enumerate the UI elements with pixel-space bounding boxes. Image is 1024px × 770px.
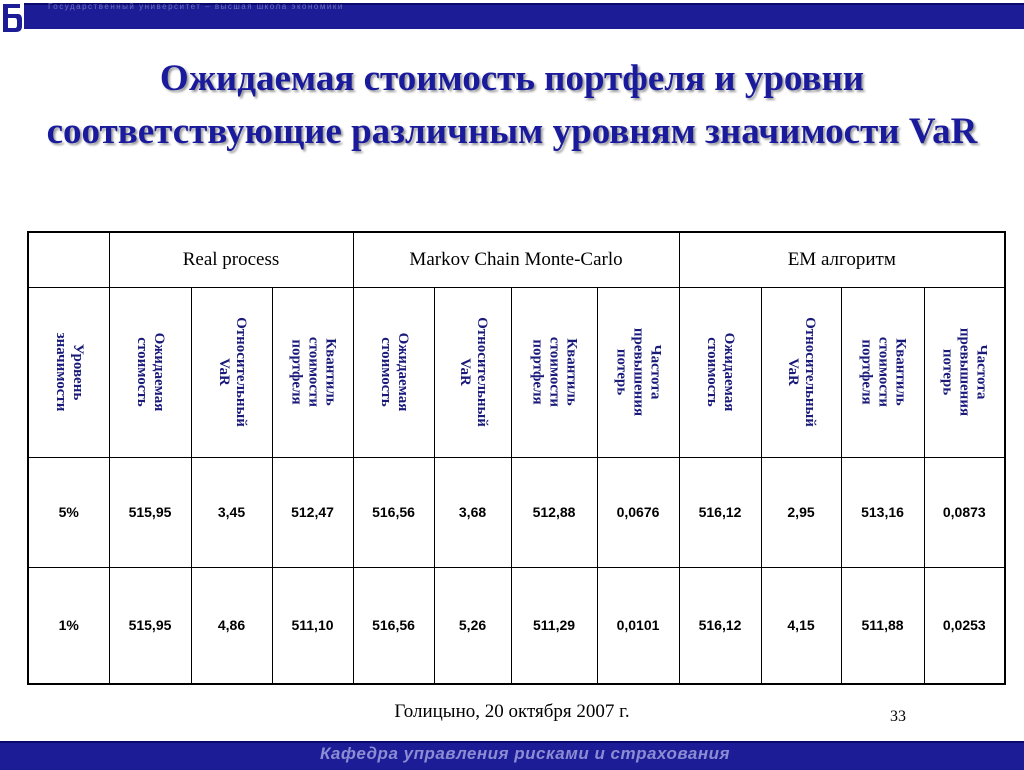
table-cell: 5,26 bbox=[434, 567, 511, 684]
column-header-cell bbox=[511, 287, 597, 457]
group-header: EM алгоритм bbox=[679, 232, 1005, 287]
empty-corner-cell bbox=[28, 232, 109, 287]
column-header-cell bbox=[272, 287, 353, 457]
column-header: Ожидаемая стоимость bbox=[704, 332, 738, 412]
column-header: Квантиль стоимости портфеля bbox=[288, 336, 338, 408]
table-cell: 516,12 bbox=[679, 567, 761, 684]
table-cell: 3,45 bbox=[191, 457, 272, 567]
table-cell: 511,10 bbox=[272, 567, 353, 684]
table-cell: 511,88 bbox=[841, 567, 924, 684]
place-date-text: Голицыно, 20 октября 2007 г. bbox=[394, 701, 630, 722]
table-row bbox=[28, 457, 1005, 567]
column-header-cell bbox=[761, 287, 841, 457]
table-cell: 515,95 bbox=[109, 567, 191, 684]
table-cell: 3,68 bbox=[434, 457, 511, 567]
university-text: Государственный университет – высшая школа экономики bbox=[48, 2, 344, 11]
table-cell: 516,56 bbox=[353, 457, 434, 567]
page-number: 33 bbox=[890, 708, 906, 725]
column-header-row bbox=[28, 287, 1005, 457]
table-cell: 0,0676 bbox=[597, 457, 679, 567]
table-cell: 516,12 bbox=[679, 457, 761, 567]
column-header-cell bbox=[434, 287, 511, 457]
table-cell: 512,47 bbox=[272, 457, 353, 567]
slide-title: Ожидаемая стоимость портфеля и уровни соответствующие различным уровням значимости VaR bbox=[46, 58, 978, 152]
group-header-row bbox=[28, 232, 1005, 287]
level-cell: 1% bbox=[28, 567, 109, 684]
column-header: Относительный VaR bbox=[456, 317, 490, 427]
table-cell: 0,0873 bbox=[924, 457, 1005, 567]
column-header: Уровень значимости bbox=[52, 332, 86, 412]
table-cell: 4,86 bbox=[191, 567, 272, 684]
bottom-banner bbox=[0, 741, 1024, 770]
table-cell: 512,88 bbox=[511, 457, 597, 567]
table-row bbox=[28, 567, 1005, 684]
table-cell: 0,0253 bbox=[924, 567, 1005, 684]
column-header-cell bbox=[924, 287, 1005, 457]
column-header-cell bbox=[191, 287, 272, 457]
table-cell: 2,95 bbox=[761, 457, 841, 567]
table-cell: 0,0101 bbox=[597, 567, 679, 684]
group-header: Real process bbox=[109, 232, 353, 287]
column-header: Частота превышения потерь bbox=[939, 327, 990, 417]
top-banner bbox=[0, 0, 1024, 32]
var-results-table bbox=[27, 231, 1006, 685]
column-header: Ожидаемая стоимость bbox=[377, 332, 411, 412]
column-header-cell bbox=[841, 287, 924, 457]
column-header: Ожидаемая стоимость bbox=[134, 332, 167, 412]
table-cell: 513,16 bbox=[841, 457, 924, 567]
column-header: Относительный VaR bbox=[215, 317, 249, 427]
top-banner-stripe bbox=[22, 3, 1024, 29]
column-header: Относительный VaR bbox=[785, 317, 819, 427]
table-cell: 511,29 bbox=[511, 567, 597, 684]
table-cell: 516,56 bbox=[353, 567, 434, 684]
column-header: Квантиль стоимости портфеля bbox=[858, 336, 909, 408]
column-header-cell bbox=[28, 287, 109, 457]
column-header-cell bbox=[353, 287, 434, 457]
column-header: Частота превышения потерь bbox=[613, 327, 664, 417]
level-cell: 5% bbox=[28, 457, 109, 567]
column-header-cell bbox=[679, 287, 761, 457]
university-logo-icon bbox=[0, 0, 24, 34]
column-header-cell bbox=[597, 287, 679, 457]
group-header: Markov Chain Monte-Carlo bbox=[353, 232, 679, 287]
department-text: Кафедра управления рисками и страхования bbox=[319, 744, 731, 763]
column-header-cell bbox=[109, 287, 191, 457]
table-cell: 4,15 bbox=[761, 567, 841, 684]
column-header: Квантиль стоимости портфеля bbox=[529, 336, 580, 408]
table-cell: 515,95 bbox=[109, 457, 191, 567]
